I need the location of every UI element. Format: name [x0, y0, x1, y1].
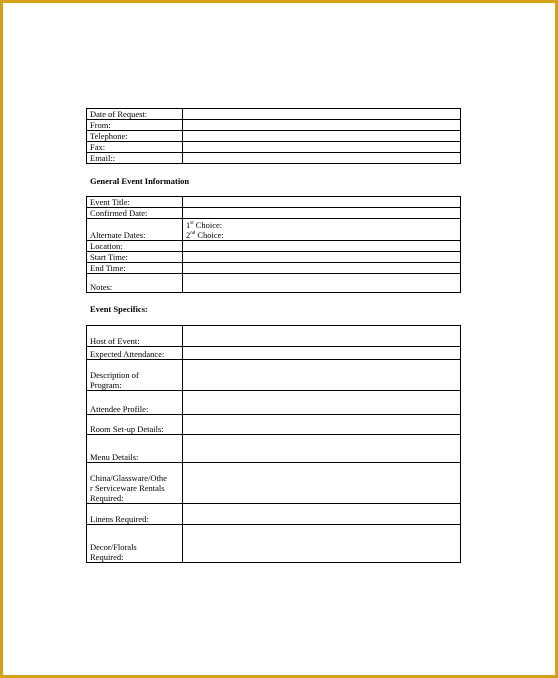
event-title-label: Event Title:	[87, 197, 183, 208]
menu-details-label: Menu Details:	[87, 435, 183, 463]
table-row	[87, 208, 461, 219]
table-row	[87, 463, 461, 504]
alternate-dates-field[interactable]	[183, 219, 461, 241]
linens-field[interactable]	[183, 504, 461, 525]
alternate-dates-label: Alternate Dates:	[87, 219, 183, 241]
start-time-label: Start Time:	[87, 252, 183, 263]
table-row	[87, 241, 461, 252]
fax-label: Fax:	[87, 142, 183, 153]
event-specifics-heading: Event Specifics:	[90, 304, 148, 314]
from-label: From:	[87, 120, 183, 131]
table-row	[87, 219, 461, 241]
decor-florals-field[interactable]	[183, 525, 461, 563]
description-label-line: Program:	[90, 380, 122, 390]
contact-table	[86, 108, 461, 164]
decor-florals-label-line: Required:	[90, 552, 124, 562]
table-row	[87, 525, 461, 563]
table-row	[87, 131, 461, 142]
china-glassware-label-line: r Serviceware Rentals	[90, 483, 165, 493]
email-field[interactable]	[183, 153, 461, 164]
second-choice-suffix: nd	[190, 231, 196, 237]
end-time-field[interactable]	[183, 263, 461, 274]
general-info-table	[86, 196, 461, 293]
first-choice-text: Choice:	[193, 220, 223, 230]
table-row	[87, 274, 461, 293]
event-title-field[interactable]	[183, 197, 461, 208]
table-row	[87, 252, 461, 263]
email-label: Email::	[87, 153, 183, 164]
description-label	[87, 360, 183, 391]
table-row	[87, 415, 461, 435]
decor-florals-label-line: Decor/Florals	[90, 542, 137, 552]
host-label: Host of Event:	[87, 326, 183, 347]
date-of-request-label: Date of Request:	[87, 109, 183, 120]
general-info-heading: General Event Information	[90, 176, 190, 186]
china-glassware-label-line: Required:	[90, 493, 124, 503]
telephone-label: Telephone:	[87, 131, 183, 142]
linens-label: Linens Required:	[87, 504, 183, 525]
table-row	[87, 504, 461, 525]
confirmed-date-field[interactable]	[183, 208, 461, 219]
table-row	[87, 120, 461, 131]
notes-label: Notes:	[87, 274, 183, 293]
table-row	[87, 109, 461, 120]
description-field[interactable]	[183, 360, 461, 391]
table-row	[87, 435, 461, 463]
room-setup-field[interactable]	[183, 415, 461, 435]
first-choice-suffix: st	[190, 221, 194, 227]
attendance-label: Expected Attendance:	[87, 347, 183, 360]
telephone-field[interactable]	[183, 131, 461, 142]
from-field[interactable]	[183, 120, 461, 131]
table-row	[87, 360, 461, 391]
china-glassware-label	[87, 463, 183, 504]
notes-field[interactable]	[183, 274, 461, 293]
first-choice-label	[186, 220, 457, 230]
start-time-field[interactable]	[183, 252, 461, 263]
table-row	[87, 142, 461, 153]
first-choice-number: 1	[186, 220, 191, 230]
event-specifics-table	[86, 325, 461, 563]
menu-details-field[interactable]	[183, 435, 461, 463]
second-choice-label	[186, 230, 457, 240]
room-setup-label: Room Set-up Details:	[87, 415, 183, 435]
second-choice-number: 2	[186, 230, 191, 240]
end-time-label: End Time:	[87, 263, 183, 274]
decor-florals-label	[87, 525, 183, 563]
table-row	[87, 263, 461, 274]
table-row	[87, 153, 461, 164]
description-label-line: Description of	[90, 370, 139, 380]
date-of-request-field[interactable]	[183, 109, 461, 120]
attendee-profile-label: Attendee Profile:	[87, 391, 183, 415]
attendee-profile-field[interactable]	[183, 391, 461, 415]
table-row	[87, 326, 461, 347]
host-field[interactable]	[183, 326, 461, 347]
location-field[interactable]	[183, 241, 461, 252]
china-glassware-field[interactable]	[183, 463, 461, 504]
table-row	[87, 197, 461, 208]
table-row	[87, 391, 461, 415]
fax-field[interactable]	[183, 142, 461, 153]
second-choice-text: Choice:	[195, 230, 224, 240]
attendance-field[interactable]	[183, 347, 461, 360]
table-row	[87, 347, 461, 360]
confirmed-date-label: Confirmed Date:	[87, 208, 183, 219]
china-glassware-label-line: China/Glassware/Othe	[90, 473, 167, 483]
location-label: Location:	[87, 241, 183, 252]
